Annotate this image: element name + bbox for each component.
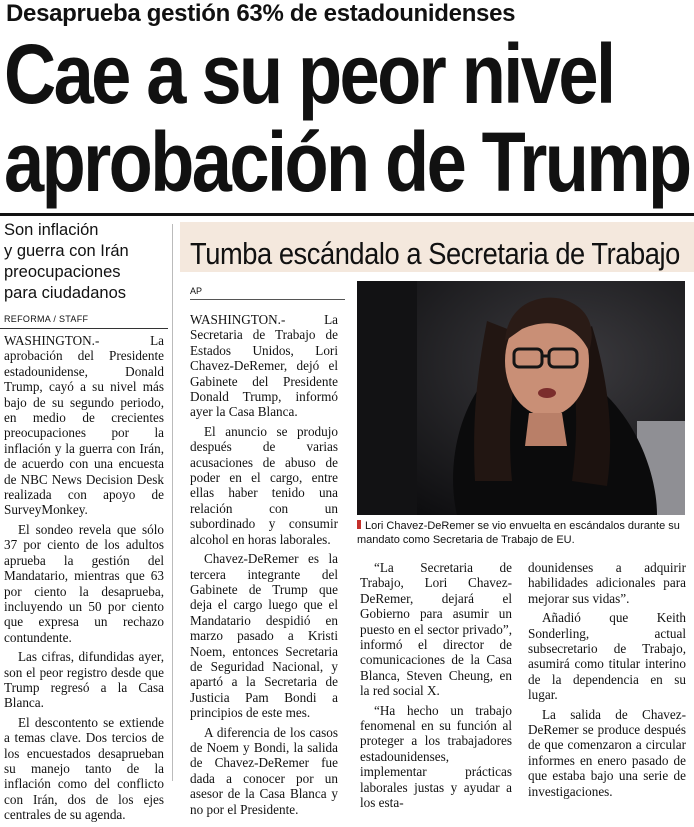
caption-text: Lori Chavez-DeRemer se vio envuelta en escándalos durante su mandato como Secretaria de Trabajo de EU.	[357, 520, 680, 546]
divider	[0, 328, 168, 329]
paragraph: El descontento se extiende a temas clave. Dos tercios de los encuestados desaprueban su manejo tanto de la inflación como del conflicto con Irán, dos de los ejes centrales de su agenda.	[4, 714, 164, 823]
byline: REFORMA / STAFF	[4, 314, 89, 324]
sidebar-column-1	[190, 312, 338, 821]
paragraph: “La Secretaria de Trabajo, Lori Chavez-DeRemer, dejará el Gobierno para asumir un puesto en el sector privado”, informó el director de comunicaciones de la Casa Blanca, Steven Cheung, en la red social X.	[360, 560, 512, 699]
paragraph: La salida de Chavez-DeRemer se produce después de que comenzaron a circular informes en enero pasado de que estaba bajo una serie de investigaciones.	[528, 706, 686, 799]
headline-line-1: Cae a su peor nivel	[4, 27, 614, 121]
headline	[4, 27, 690, 209]
paragraph: El anuncio se produjo después de varias acusaciones de abuso de poder en el cargo, entre ellas haber tenido una relación con un subordinado y consumir alcohol en horas laborales.	[190, 423, 338, 547]
paragraph: dounidenses a adquirir habilidades adicionales para mejorar sus vidas”.	[528, 560, 686, 606]
column-divider	[172, 224, 173, 781]
paragraph: A diferencia de los casos de Noem y Bondi, la salida de Chavez-DeRemer fue dada a conocer por un asesor de la Casa Blanca y no por el Presidente.	[190, 724, 338, 817]
article-body	[0, 333, 168, 823]
paragraph: “Ha hecho un trabajo fenomenal en su función al proteger a los trabajadores estadounidenses, implementar prácticas laborales justas y ayudar a los esta-	[360, 702, 512, 811]
sidebar-title: Tumba escándalo a Secretaria de Trabajo	[190, 236, 680, 271]
paragraph: Chavez-DeRemer es la tercera integrante del Gabinete de Trump que deja el cargo luego que el Mandatario despidió en marzo pasado a Kristi Noem, entonces Secretaria de Seguridad Nacional, y apartó a la Secretaria de Justicia Pam Bondi a principios de este mes.	[190, 551, 338, 721]
sidebar-column-2	[360, 560, 512, 815]
deck-line: y guerra con Irán	[4, 242, 129, 260]
paragraph: WASHINGTON.- La aprobación del Presidente estadounidense, Donald Trump, cayó a su nivel más bajo de su segundo periodo, en medio de crecientes preocupaciones por la inflación y la guerra con Irán, de acuerdo con una encuesta de NBC News Decision Desk realizada con apoyo de SurveyMonkey.	[4, 333, 164, 518]
photo-illustration	[357, 281, 685, 515]
deck	[4, 220, 168, 304]
deck-line: Son inflación	[4, 221, 99, 239]
paragraph: El sondeo revela que sólo 37 por ciento de los adultos aprueba la gestión del Mandatario, mientras que 63 por ciento la desaprueba, incluyendo un 50 por ciento que expresa un rechazo contundente.	[4, 521, 164, 645]
kicker: Desaprueba gestión 63% de estadounidenses	[6, 0, 516, 27]
paragraph: Añadió que Keith Sonderling, actual subsecretario de Trabajo, asumirá como titular interino de la dependencia en su lugar.	[528, 610, 686, 703]
caption-marker	[357, 520, 361, 529]
sidebar-byline: AP	[190, 286, 203, 296]
news-photo	[357, 281, 685, 515]
headline-line-2: aprobación de Trump	[4, 115, 690, 209]
paragraph: Las cifras, difundidas ayer, son el peor registro desde que Trump regresó a la Casa Blanca.	[4, 649, 164, 711]
sidebar-column-3	[528, 560, 686, 803]
deck-line: preocupaciones	[4, 263, 121, 281]
main-article	[0, 220, 168, 827]
paragraph: WASHINGTON.- La Secretaria de Trabajo de Estados Unidos, Lori Chavez-DeRemer, dejó el Gabinete del Presidente Donald Trump, informó ayer la Casa Blanca.	[190, 312, 338, 420]
deck-line: para ciudadanos	[4, 284, 127, 302]
photo-caption	[357, 519, 692, 547]
divider	[0, 213, 694, 216]
divider	[190, 299, 345, 300]
